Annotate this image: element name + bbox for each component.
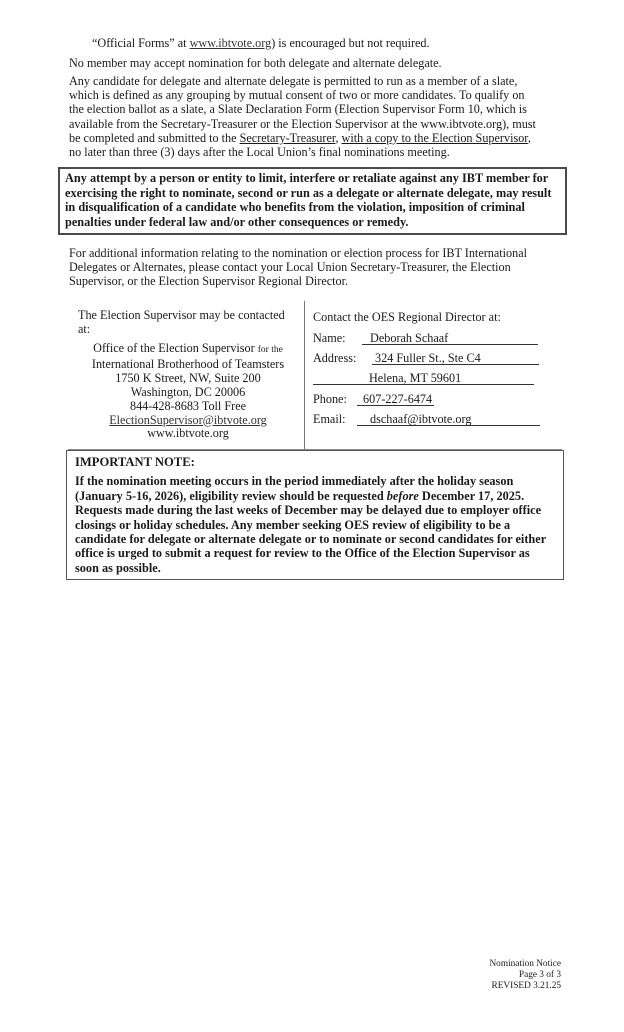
slate-line: available from the Secretary-Treasurer or the Election Supervisor at the www.ibtvote.org), must	[69, 116, 536, 131]
warning-line: Any attempt by a person or entity to limit, interfere or retaliate against any IBT member for	[65, 171, 549, 185]
note-line2-italic: before	[386, 488, 419, 503]
official-forms-suffix: ) is encouraged but not required.	[271, 36, 430, 50]
rd-name-value: Deborah Schaaf	[362, 332, 538, 345]
secretary-treasurer-underlined: Secretary-Treasurer	[239, 130, 336, 145]
note-line: Requests made during the last weeks of December may be delayed due to employer office	[75, 503, 542, 518]
es-street: 1750 K Street, NW, Suite 200	[115, 370, 261, 385]
page-footer	[470, 959, 561, 992]
note-line2-prefix: (January 5-16, 2026), eligibility review should be requested	[75, 488, 387, 503]
rd-address-label: Address:	[313, 351, 357, 365]
es-email-link[interactable]: ElectionSupervisor@ibtvote.org	[109, 412, 267, 427]
es-website[interactable]: www.ibtvote.org	[147, 426, 229, 441]
slate-line: no later than three (3) days after the Local Union’s final nominations meeting.	[69, 145, 450, 160]
footer-title: Nomination Notice	[489, 959, 561, 969]
es-intro-line1: The Election Supervisor may be contacted	[78, 308, 285, 322]
es-org: International Brotherhood of Teamsters	[91, 356, 285, 371]
slate-paragraph	[69, 74, 569, 159]
rd-name-label: Name:	[313, 331, 346, 345]
slate-line5-mid: ,	[335, 130, 342, 145]
footer-page-number: Page 3 of 3	[518, 970, 561, 980]
rd-email-row	[313, 412, 540, 426]
note-line2-suffix: December 17, 2025.	[418, 488, 525, 503]
important-note-box	[66, 450, 564, 580]
contact-column-divider	[304, 301, 305, 449]
note-line	[75, 489, 557, 503]
note-line: office is urged to submit a request for review to the Office of the Election Supervisor as	[75, 546, 530, 561]
footer-revised: REVISED 3.21.25	[491, 981, 561, 991]
es-city: Washington, DC 20006	[130, 384, 246, 399]
no-both-nomination-paragraph: No member may accept nomination for both delegate and alternate delegate.	[69, 56, 442, 70]
es-intro-line2: at:	[78, 321, 91, 336]
copy-to-supervisor-underlined: with a copy to the Election Supervisor	[341, 130, 528, 145]
ibtvote-link[interactable]: www.ibtvote.org	[189, 36, 272, 50]
slate-line: the election ballot as a slate, a Slate Declaration Form (Election Supervisor Form 10, which is	[69, 102, 527, 117]
info-line: Supervisor, or the Election Supervisor Regional Director.	[69, 274, 349, 289]
note-line: candidate for delegate or alternate delegate or to nominate or second candidates for either	[75, 532, 547, 547]
rd-phone-value: 607-227-6474	[357, 393, 434, 406]
note-line: closings or holiday schedules. Any member seeking OES review of eligibility to be a	[75, 517, 511, 532]
rd-intro: Contact the OES Regional Director at:	[313, 310, 501, 324]
info-line: Delegates or Alternates, please contact your Local Union Secretary-Treasurer, the Election	[69, 260, 511, 275]
official-forms-prefix: “Official Forms” at	[92, 36, 190, 50]
rd-address-row2	[313, 371, 534, 385]
important-note-title: IMPORTANT NOTE:	[75, 455, 195, 469]
es-email-line	[78, 414, 298, 428]
info-line: For additional information relating to the nomination or election process for IBT International	[69, 246, 528, 260]
rd-email-value[interactable]: dschaaf@ibtvote.org	[357, 413, 540, 426]
rd-address-line1: 324 Fuller St., Ste C4	[372, 352, 539, 365]
rd-phone-row	[313, 392, 434, 406]
es-office	[78, 342, 298, 358]
official-forms-line	[92, 36, 572, 50]
rd-address-line2: Helena, MT 59601	[313, 372, 534, 385]
election-supervisor-contact-intro	[78, 309, 298, 336]
rd-address-row	[313, 351, 539, 365]
election-supervisor-address-block	[78, 342, 298, 441]
slate-line5-prefix: be completed and submitted to the	[69, 130, 240, 145]
es-office-small: for the	[257, 345, 283, 355]
rd-phone-label: Phone:	[313, 392, 347, 406]
rd-email-label: Email:	[313, 412, 346, 426]
es-office-name: Office of the Election Supervisor	[93, 341, 258, 355]
note-line: soon as possible.	[75, 560, 161, 575]
retaliation-warning-box	[58, 167, 567, 235]
slate-line5-suffix: ,	[527, 130, 531, 145]
additional-info-paragraph	[69, 246, 569, 289]
note-line: If the nomination meeting occurs in the period immediately after the holiday season	[75, 474, 514, 489]
slate-line: which is defined as any grouping by mutual consent of two or more candidates. To qualify on	[69, 88, 525, 103]
warning-line: in disqualification of a candidate who benefits from the violation, imposition of criminal	[65, 200, 525, 214]
es-phone: 844-428-8683 Toll Free	[129, 398, 247, 413]
warning-line: exercising the right to nominate, second or run as a delegate or alternate delegate, may result	[65, 185, 552, 200]
slate-line: Any candidate for delegate and alternate delegate is permitted to run as a member of a slate,	[69, 74, 518, 88]
rd-name-row	[313, 331, 538, 345]
slate-line	[69, 131, 569, 145]
warning-line: penalties under federal law and/or other consequences or remedy.	[65, 214, 409, 229]
